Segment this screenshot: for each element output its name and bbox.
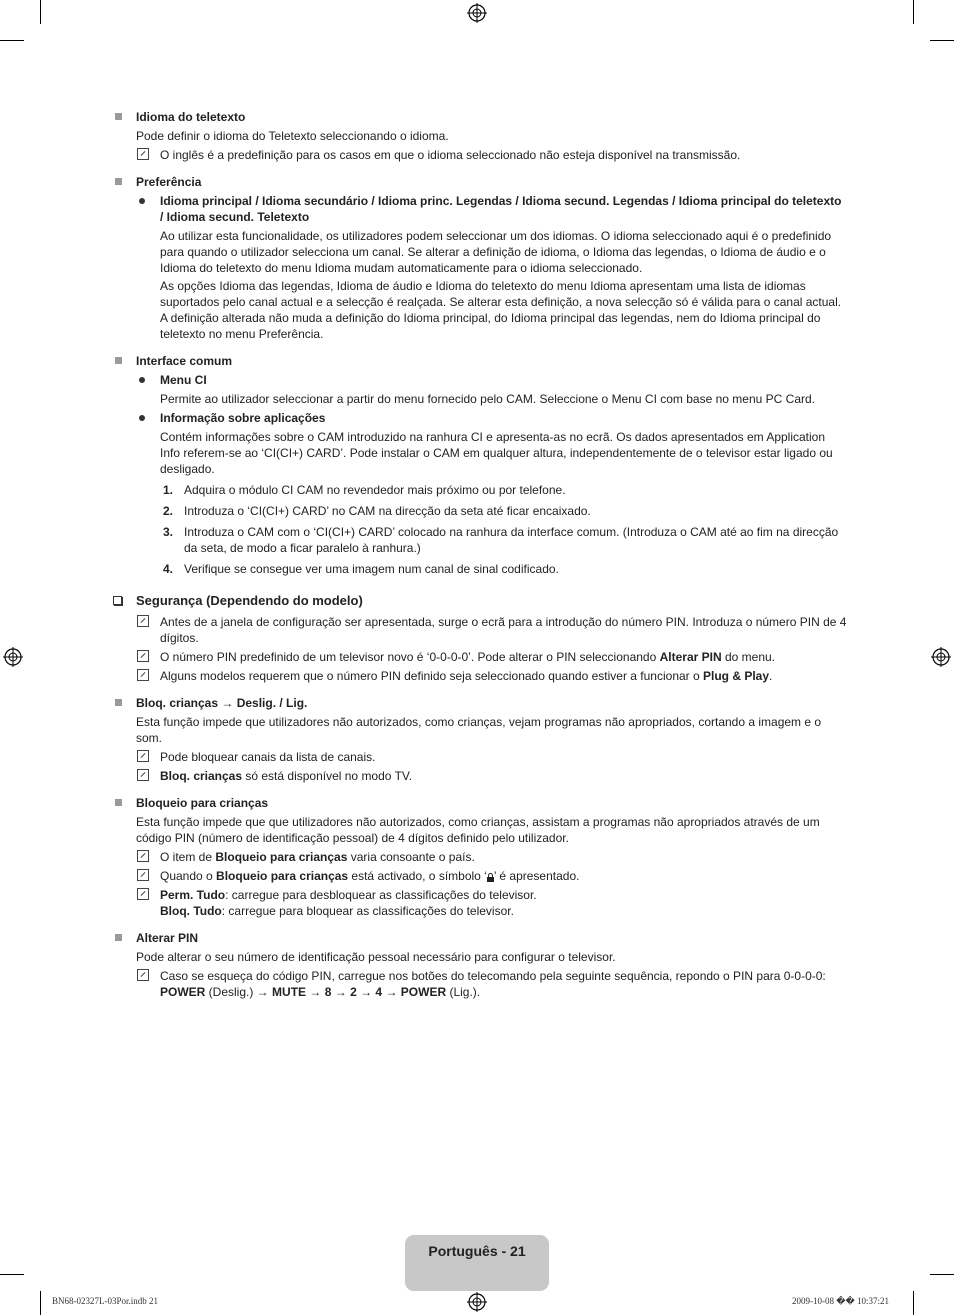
bullet-text: Permite ao utilizador seleccionar a partir do menu fornecido pelo CAM. Seleccione o Menu CI com base no menu PC Card. <box>160 392 815 406</box>
section-alterar-pin <box>112 930 847 1000</box>
note: Antes de a janela de configuração ser apresentada, surge o ecrã para a introdução do número PIN. Introduza o número PIN de 4 dígitos. <box>136 614 847 646</box>
note-icon <box>137 750 149 762</box>
section-bloqueio-criancas <box>112 795 847 919</box>
crop-mark <box>40 1291 41 1315</box>
note-icon <box>137 969 149 981</box>
note: O inglês é a predefinição para os casos em que o idioma seleccionado não esteja disponível na transmissão. <box>136 147 847 163</box>
section-text: Esta função impede que que utilizadores não autorizados, como crianças, assistam a programas não apropriados através de um código PIN (número de identificação pessoal) de 4 dígitos definido pelo utilizador. <box>136 815 820 845</box>
square-bullet-icon <box>115 699 122 706</box>
note: Alguns modelos requerem que o número PIN definido seja seleccionado quando estiver a funcionar o Plug & Play. <box>136 668 847 684</box>
bullet-item <box>136 372 847 407</box>
section-title: Interface comum <box>136 354 233 368</box>
bullet-text: Contém informações sobre o CAM introduzido na ranhura CI e apresenta-as no ecrã. Os dados apresentados em Application Info referem-se ao ‘CI(CI+) CARD’. Pode instalar o CAM em qualquer altura, independentemente de o televisor estar ligado ou desligado. <box>160 430 833 476</box>
bullet-title: Idioma principal / Idioma secundário / Idioma princ. Legendas / Idioma secund. Legendas / Idioma principal do teletexto / Idioma secund. Teletexto <box>160 194 842 224</box>
step-item: 1. Adquira o módulo CI CAM no revendedor mais próximo ou por telefone. <box>163 483 566 497</box>
registration-mark-icon <box>931 647 951 667</box>
section-bloq-criancas <box>112 695 847 784</box>
print-slug-left: BN68-02327L-03Por.indb 21 <box>52 1296 159 1306</box>
note: Bloq. crianças só está disponível no modo TV. <box>136 768 847 784</box>
step-item: 4. Verifique se consegue ver uma imagem num canal de sinal codificado. <box>163 562 559 576</box>
bullet-title: Informação sobre aplicações <box>160 411 326 425</box>
bullet-dot-icon <box>139 377 145 383</box>
crop-mark <box>930 40 954 41</box>
note: O item de Bloqueio para crianças varia consoante o país. <box>136 849 847 865</box>
bullet-title: Menu CI <box>160 373 207 387</box>
section-title: Bloqueio para crianças <box>136 796 269 810</box>
crop-mark <box>0 40 24 41</box>
bullet-dot-icon <box>139 415 145 421</box>
page-number-tab: Português - 21 <box>405 1235 549 1291</box>
step-item: 3. Introduza o CAM com o ‘CI(CI+) CARD’ colocado na ranhura da interface comum. (Introduza o CAM até ao fim na direcção da seta, de modo a ficar paralelo à ranhura.) <box>163 525 839 555</box>
lock-icon <box>487 873 494 881</box>
registration-mark-icon <box>467 3 487 23</box>
section-title: Preferência <box>136 175 202 189</box>
section-title: Idioma do teletexto <box>136 110 246 124</box>
note-icon <box>137 869 149 881</box>
note: Quando o Bloqueio para crianças está activado, o símbolo ‘ ’ é apresentado. <box>136 868 847 884</box>
crop-mark <box>913 1291 914 1315</box>
section-title: Alterar PIN <box>136 931 199 945</box>
note-icon <box>137 769 149 781</box>
step-item: 2. Introduza o ‘CI(CI+) CARD’ no CAM na direcção da seta até ficar encaixado. <box>163 504 591 518</box>
bullet-text: Ao utilizar esta funcionalidade, os utilizadores podem seleccionar um dos idiomas. O idioma seleccionado aqui é o predefinido para quando o utilizador selecciona um canal. Se alterar a definição de idioma, o Idioma das legendas, o Idioma de áudio e o Idioma do teletexto do menu Idioma mudam automaticamente para o idioma seleccionado. <box>160 229 832 275</box>
bullet-item <box>136 410 847 577</box>
crop-mark <box>930 1274 954 1275</box>
page-content <box>112 109 847 1003</box>
note: Pode bloquear canais da lista de canais. <box>136 749 847 765</box>
section-interface-comum <box>112 353 847 577</box>
print-slug-right: 2009-10-08 �� 10:37:21 <box>792 1296 889 1306</box>
section-text: Pode definir o idioma do Teletexto seleccionando o idioma. <box>136 129 449 143</box>
square-bullet-icon <box>115 799 122 806</box>
crop-mark <box>913 0 914 24</box>
section-text: Esta função impede que utilizadores não autorizados, como crianças, vejam programas não apropriados, cortando a imagem e o som. <box>136 715 822 745</box>
bullet-dot-icon <box>139 198 145 204</box>
bullet-text: As opções Idioma das legendas, Idioma de áudio e Idioma do teletexto do menu Idioma apresentam uma lista de idiomas suportados pelo canal actual e a selecção é realçada. Se alterar esta definição, a nova selecção só é válida para o canal actual. A definição alterada não muda a definição do Idioma principal, do Idioma principal das legendas, nem do Idioma principal do teletexto no menu Preferência. <box>160 279 842 341</box>
section-text: Pode alterar o seu número de identificação pessoal necessário para configurar o televisor. <box>136 950 616 964</box>
square-bullet-icon <box>115 178 122 185</box>
crop-mark <box>0 1274 24 1275</box>
note-icon <box>137 669 149 681</box>
checkbox-bullet-icon <box>113 596 122 605</box>
note: Perm. Tudo: carregue para desbloquear as classificações do televisor. Bloq. Tudo: carregue para bloquear as classificações do televisor. <box>136 887 847 919</box>
note-icon <box>137 148 149 160</box>
note-icon <box>137 650 149 662</box>
section-title: Bloq. crianças → Deslig. / Lig. <box>136 696 308 710</box>
section-preferencia <box>112 174 847 342</box>
note: Caso se esqueça do código PIN, carregue nos botões do telecomando pela seguinte sequência, repondo o PIN para 0-0-0-0: POWER (Deslig.) → MUTE → 8 → 2 → 4 → POWER (Lig.). <box>136 968 847 1000</box>
square-bullet-icon <box>115 357 122 364</box>
note: O número PIN predefinido de um televisor novo é ‘0-0-0-0’. Pode alterar o PIN seleccionando Alterar PIN do menu. <box>136 649 847 665</box>
square-bullet-icon <box>115 113 122 120</box>
crop-mark <box>40 0 41 24</box>
note-icon <box>137 615 149 627</box>
note-icon <box>137 888 149 900</box>
registration-mark-icon <box>3 647 23 667</box>
bullet-item <box>136 193 847 342</box>
section-idioma-teletexto <box>112 109 847 163</box>
square-bullet-icon <box>115 934 122 941</box>
seguranca-notes <box>112 614 847 684</box>
section-heading-seguranca: Segurança (Dependendo do modelo) <box>112 593 847 609</box>
note-icon <box>137 850 149 862</box>
registration-mark-icon <box>467 1292 487 1312</box>
